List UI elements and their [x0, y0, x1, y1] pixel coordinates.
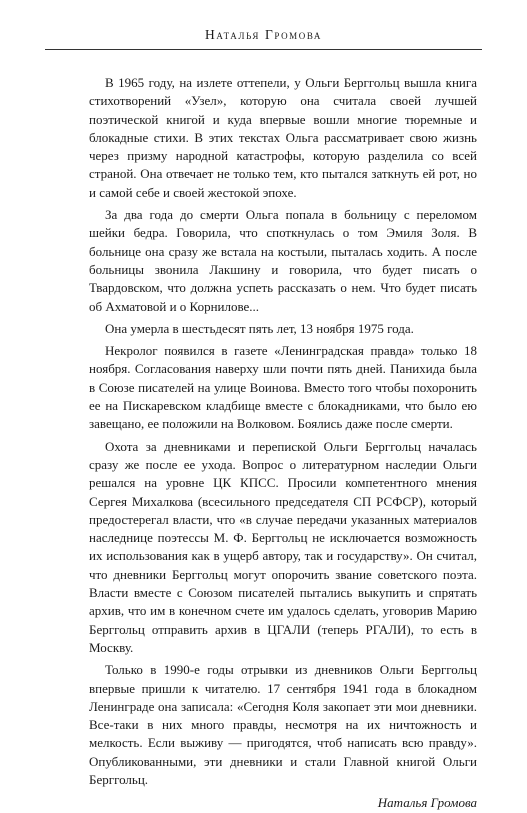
paragraph: Некролог появился в газете «Ленинградская правда» только 18 ноября. Согласования наверху шли почти пять дней. Панихида была в Союзе писателей на улице Воинова. Вместо того чтобы похоронить ее на Пискаревском кладбище вместе с блокадниками, что было ею завещано, ее положили на Волковом. Боялись даже после смерти. [89, 343, 477, 432]
paragraph: Только в 1990-е годы отрывки из дневников Ольги Берггольц впервые пришли к читателю. 17 сентября 1941 года в блокадном Ленинграде она записала: «Сегодня Коля закопает эти мои дневники. Все-таки в них много правды, несмотря на их ничтожность и мелкость. Если выживу — пригодятся, чтоб написать всю правду». Опубликованными, эти дневники и стали Главной книгой Ольги Берггольц. [89, 662, 477, 787]
paragraph: В 1965 году, на излете оттепели, у Ольги Берггольц вышла книга стихотворений «Узел», которую она считала своей лучшей поэтической книгой и куда впервые вошли многие тюремные и блокадные стихи. В этих текстах Ольга рассматривает свою жизнь через призму народной катастрофы, которую разделила со всей страной. Она отвечает не только тем, кто пытался заткнуть ей рот, но и самой себе и своей жестокой эпохе. [89, 75, 477, 200]
running-header [45, 27, 482, 50]
running-header-title: Наталья Громова [204, 27, 323, 42]
page-body [89, 74, 477, 813]
header-divider [45, 49, 482, 50]
paragraph: Охота за дневниками и перепиской Ольги Берггольц началась сразу же после ее ухода. Вопрос о литературном наследии Ольги решался на уровне ЦК КПСС. Просили компетентного мнения Сергея Михалкова (всесильного председателя СП РСФСР), который предостерегал власти, что «в случае передачи указанных материалов наследнице поэтессы М. Ф. Берггольц не исключается возможность их использования как в ущерб автору, так и государству». Он считал, что дневники Берггольц могут опорочить звание советского поэта. Власти вместе с Союзом писателей пытались выкупить и спрятать архив, что им в конечном счете им удалось сделать, уговорив Марию Берггольц отправить архив в ЦГАЛИ (теперь РГАЛИ), то есть в Москву. [89, 438, 477, 655]
paragraph: Она умерла в шестьдесят пять лет, 13 ноября 1975 года. [105, 320, 414, 336]
paragraph: За два года до смерти Ольга попала в больницу с переломом шейки бедра. Говорила, что споткнулась о том Эмиля Золя. В больнице она сразу же встала на костыли, пыталась ходить. А после больницы звонила Лакшину и говорила, что будет писать о Твардовском, что должна успеть рассказать о нем. Что будет писать об Ахматовой и о Корнилове... [89, 207, 477, 314]
author-signature: Наталья Громова [377, 795, 477, 811]
